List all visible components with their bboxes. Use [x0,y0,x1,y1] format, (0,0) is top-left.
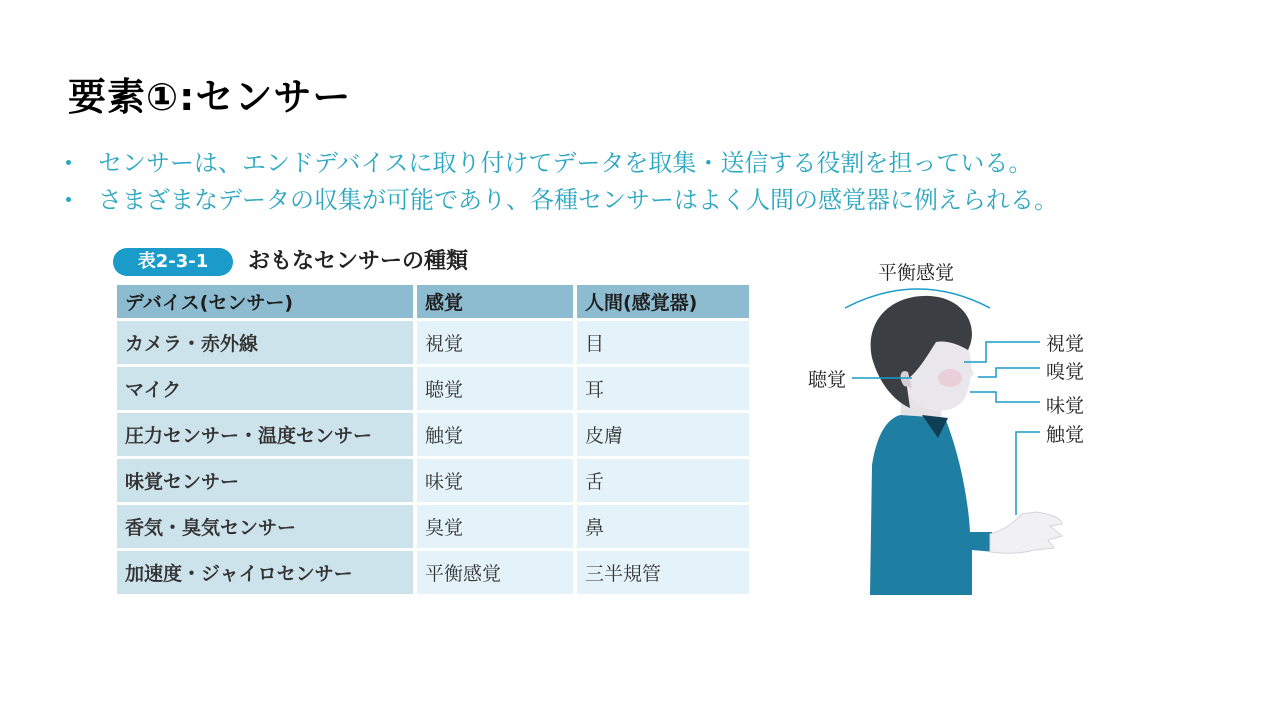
bullet-list [66,145,1058,219]
device-cell: 加速度・ジャイロセンサー [117,551,413,594]
organ-cell: 三半規管 [577,551,749,594]
torso-shape [870,415,995,595]
table-header-row [117,285,749,318]
slide-title: 要素①:センサー [68,75,352,119]
table-row [117,551,749,594]
taste-label: 味覚 [1046,395,1085,417]
table-row [117,459,749,502]
smell-pointer [978,368,1040,377]
bullet-item [66,145,1058,182]
organ-cell: 皮膚 [577,413,749,456]
organ-cell: 耳 [577,367,749,410]
bullet-dot-icon [66,197,71,202]
sight-pointer [964,342,1040,362]
device-cell: 味覚センサー [117,459,413,502]
column-header: 人間(感覚器) [577,285,749,318]
taste-pointer [970,392,1040,402]
bullet-text: センサーは、エンドデバイスに取り付けてデータを取集・送信する役割を担っている。 [98,149,1033,177]
sight-label: 視覚 [1046,333,1085,355]
device-cell: 圧力センサー・温度センサー [117,413,413,456]
hearing-label: 聴覚 [808,369,847,391]
human-senses-figure [800,250,1100,600]
sense-cell: 味覚 [417,459,573,502]
table-row [117,413,749,456]
column-header: デバイス(センサー) [117,285,413,318]
touch-label: 触覚 [1046,424,1085,446]
hand-shape [990,512,1062,553]
bullet-item [66,182,1058,219]
balance-label: 平衡感覚 [878,262,955,284]
organ-cell: 目 [577,321,749,364]
organ-cell: 舌 [577,459,749,502]
table-row [117,367,749,410]
cheek-blush [938,369,962,387]
touch-pointer [1016,432,1040,515]
sensor-table [113,282,753,597]
sense-cell: 平衡感覚 [417,551,573,594]
column-header: 感覚 [417,285,573,318]
smell-label: 嗅覚 [1046,361,1085,383]
organ-cell: 鼻 [577,505,749,548]
device-cell: マイク [117,367,413,410]
table-caption-text: おもなセンサーの種類 [248,249,469,274]
sense-cell: 触覚 [417,413,573,456]
bullet-text: さまざまなデータの収集が可能であり、各種センサーはよく人間の感覚器に例えられる。 [98,186,1058,214]
sense-cell: 聴覚 [417,367,573,410]
device-cell: カメラ・赤外線 [117,321,413,364]
table-number-badge: 表2-3-1 [113,248,233,276]
sense-cell: 臭覚 [417,505,573,548]
table-row [117,505,749,548]
sense-cell: 視覚 [417,321,573,364]
bullet-dot-icon [66,160,71,165]
device-cell: 香気・臭気センサー [117,505,413,548]
table-row [117,321,749,364]
